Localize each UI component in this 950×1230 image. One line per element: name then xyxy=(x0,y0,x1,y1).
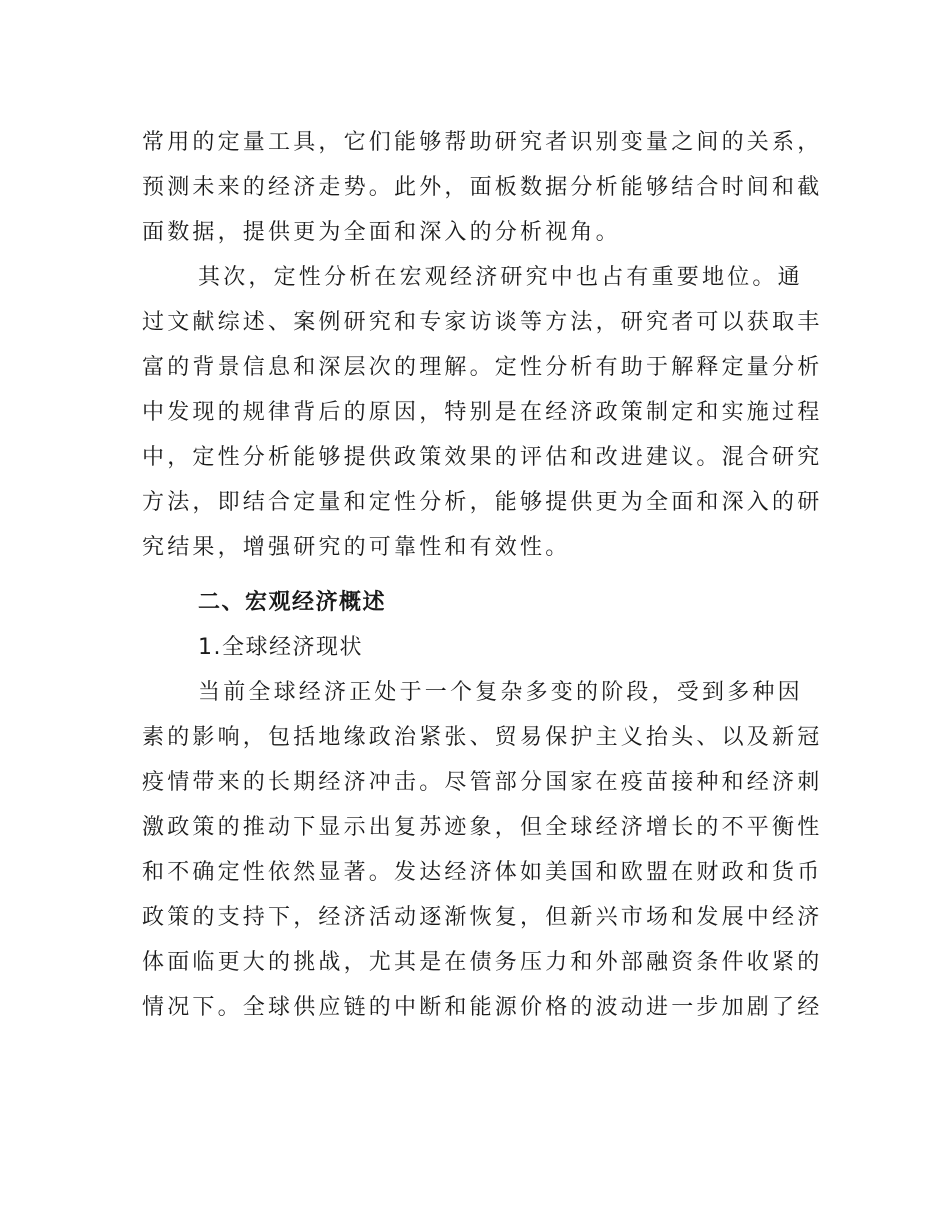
paragraph-line: 其次，定性分析在宏观经济研究中也占有重要地位。通 xyxy=(198,265,803,290)
paragraph-line: 激政策的推动下显示出复苏迹象，但全球经济增长的不平衡性 xyxy=(142,815,823,840)
paragraph-line: 常用的定量工具，它们能够帮助研究者识别变量之间的关系， xyxy=(142,130,823,155)
paragraph-line: 富的背景信息和深层次的理解。定性分析有助于解释定量分析 xyxy=(142,355,823,380)
paragraph-line: 政策的支持下，经济活动逐渐恢复，但新兴市场和发展中经济 xyxy=(142,905,823,930)
paragraph-line: 当前全球经济正处于一个复杂多变的阶段，受到多种因 xyxy=(198,680,803,705)
paragraph-line: 和不确定性依然显著。发达经济体如美国和欧盟在财政和货币 xyxy=(142,860,823,885)
paragraph-line: 中发现的规律背后的原因，特别是在经济政策制定和实施过程 xyxy=(142,400,823,425)
paragraph-line: 体面临更大的挑战，尤其是在债务压力和外部融资条件收紧的 xyxy=(142,950,823,975)
paragraph-line: 面数据，提供更为全面和深入的分析视角。 xyxy=(142,220,621,245)
section-heading: 二、宏观经济概述 xyxy=(198,590,387,615)
paragraph-line: 中，定性分析能够提供政策效果的评估和改进建议。混合研究 xyxy=(142,445,823,470)
paragraph-line: 究结果，增强研究的可靠性和有效性。 xyxy=(142,535,571,560)
paragraph-line: 预测未来的经济走势。此外，面板数据分析能够结合时间和截 xyxy=(142,175,823,200)
paragraph-line: 情况下。全球供应链的中断和能源价格的波动进一步加剧了经 xyxy=(142,995,823,1020)
paragraph-line: 方法，即结合定量和定性分析，能够提供更为全面和深入的研 xyxy=(142,490,823,515)
paragraph-line: 疫情带来的长期经济冲击。尽管部分国家在疫苗接种和经济刺 xyxy=(142,770,823,795)
paragraph-line: 过文献综述、案例研究和专家访谈等方法，研究者可以获取丰 xyxy=(142,310,823,335)
paragraph-line: 素的影响，包括地缘政治紧张、贸易保护主义抬头、以及新冠 xyxy=(142,725,823,750)
subsection-heading: 1.全球经济现状 xyxy=(198,635,363,660)
